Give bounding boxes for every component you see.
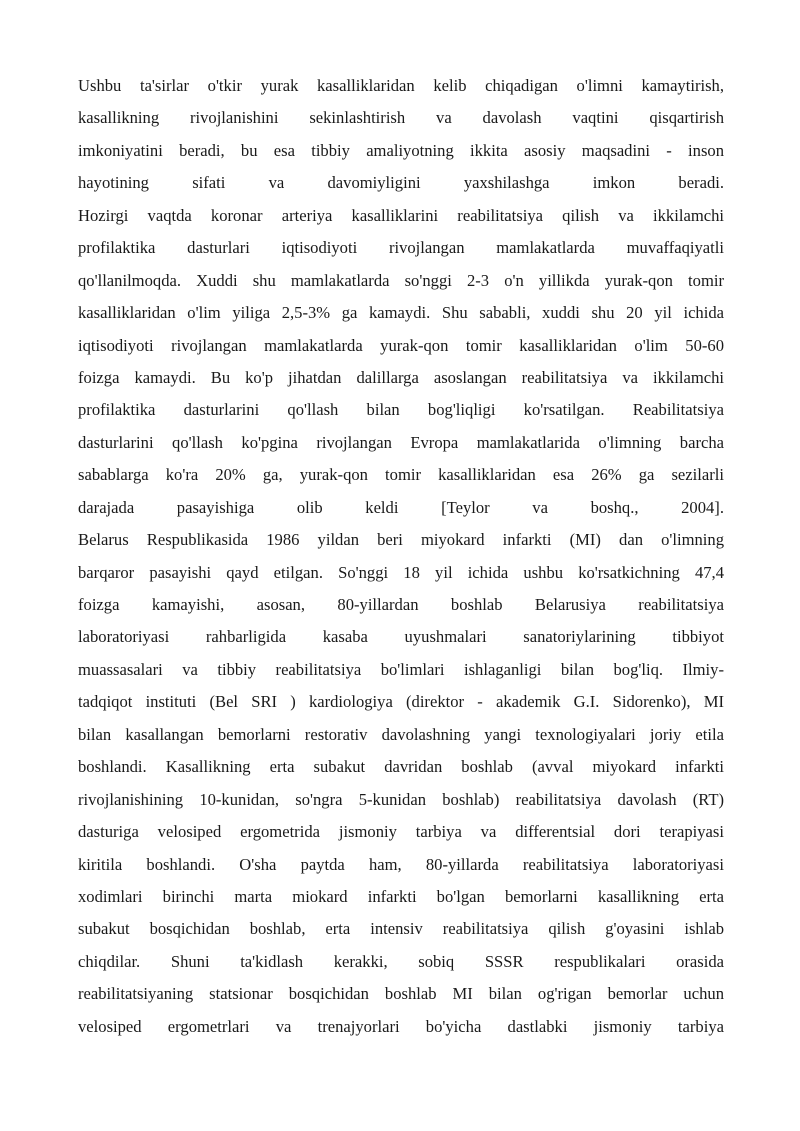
document-page: [78, 70, 724, 1043]
text-line: iqtisodiyoti rivojlangan mamlakatlarda yurak-qon tomir kasalliklaridan o'lim 50-60: [78, 335, 724, 355]
text-line: muassasalari va tibbiy reabilitatsiya bo'limlari ishlaganligi bilan bog'liq. Ilmiy-: [78, 659, 724, 679]
text-line: reabilitatsiyaning statsionar bosqichidan boshlab MI bilan og'rigan bemorlar uchun: [78, 984, 724, 1004]
text-line: imkoniyatini beradi, bu esa tibbiy amaliyotning ikkita asosiy maqsadini - inson: [78, 140, 724, 160]
text-line: sabablarga ko'ra 20% ga, yurak-qon tomir kasalliklaridan esa 26% ga sezilarli: [78, 465, 724, 485]
text-line: profilaktika dasturlari iqtisodiyoti rivojlangan mamlakatlarda muvaffaqiyatli: [78, 238, 724, 258]
text-line: laboratoriyasi rahbarligida kasaba uyushmalari sanatoriylarining tibbiyot: [78, 627, 724, 647]
text-line: rivojlanishining 10-kunidan, so'ngra 5-kunidan boshlab) reabilitatsiya davolash (RT): [78, 789, 724, 809]
text-line: profilaktika dasturlarini qo'llash bilan bog'liqligi ko'rsatilgan. Reabilitatsiya: [78, 400, 724, 420]
text-line: Hozirgi vaqtda koronar arteriya kasalliklarini reabilitatsiya qilish va ikkilamchi: [78, 205, 724, 225]
text-line: velosiped ergometrlari va trenajyorlari bo'yicha dastlabki jismoniy tarbiya: [78, 1016, 724, 1036]
text-line: kasallikning rivojlanishini sekinlashtirish va davolash vaqtini qisqartirish: [78, 108, 724, 128]
text-line: foizga kamayishi, asosan, 80-yillardan boshlab Belarusiya reabilitatsiya: [78, 595, 724, 614]
text-line: Belarus Respublikasida 1986 yildan beri miyokard infarkti (MI) dan o'limning: [78, 530, 724, 550]
text-line: Ushbu ta'sirlar o'tkir yurak kasalliklaridan kelib chiqadigan o'limni kamaytirish,: [78, 76, 724, 95]
text-line: barqaror pasayishi qayd etilgan. So'nggi 18 yil ichida ushbu ko'rsatkichning 47,4: [78, 562, 724, 582]
text-line: tadqiqot instituti (Bel SRI ) kardiologiya (direktor - akademik G.I. Sidorenko), MI: [78, 692, 724, 712]
text-line: subakut bosqichidan boshlab, erta intensiv reabilitatsiya qilish g'oyasini ishlab: [78, 919, 724, 939]
text-line: chiqdilar. Shuni ta'kidlash kerakki, sobiq SSSR respublikalari orasida: [78, 951, 724, 971]
text-line: dasturlarini qo'llash ko'pgina rivojlangan Evropa mamlakatlarida o'limning barcha: [78, 432, 724, 452]
text-line: kiritila boshlandi. O'sha paytda ham, 80-yillarda reabilitatsiya laboratoriyasi: [78, 854, 724, 874]
text-line: hayotining sifati va davomiyligini yaxshilashga imkon beradi.: [78, 173, 724, 193]
text-line: foizga kamaydi. Bu ko'p jihatdan dalillarga asoslangan reabilitatsiya va ikkilamchi: [78, 367, 724, 387]
text-line: qo'llanilmoqda. Xuddi shu mamlakatlarda so'nggi 2-3 o'n yillikda yurak-qon tomir: [78, 270, 724, 290]
text-line: boshlandi. Kasallikning erta subakut davridan boshlab (avval miyokard infarkti: [78, 757, 724, 777]
text-line: kasalliklaridan o'lim yiliga 2,5-3% ga kamaydi. Shu sababli, xuddi shu 20 yil ichida: [78, 303, 724, 323]
text-line: bilan kasallangan bemorlarni restorativ davolashning yangi texnologiyalari joriy etila: [78, 724, 724, 744]
text-line: darajada pasayishiga olib keldi [Teylor va boshq., 2004].: [78, 497, 724, 517]
text-line: xodimlari birinchi marta miokard infarkti bo'lgan bemorlarni kasallikning erta: [78, 886, 724, 906]
text-line: dasturiga velosiped ergometrida jismoniy tarbiya va differentsial dori terapiyasi: [78, 822, 724, 842]
